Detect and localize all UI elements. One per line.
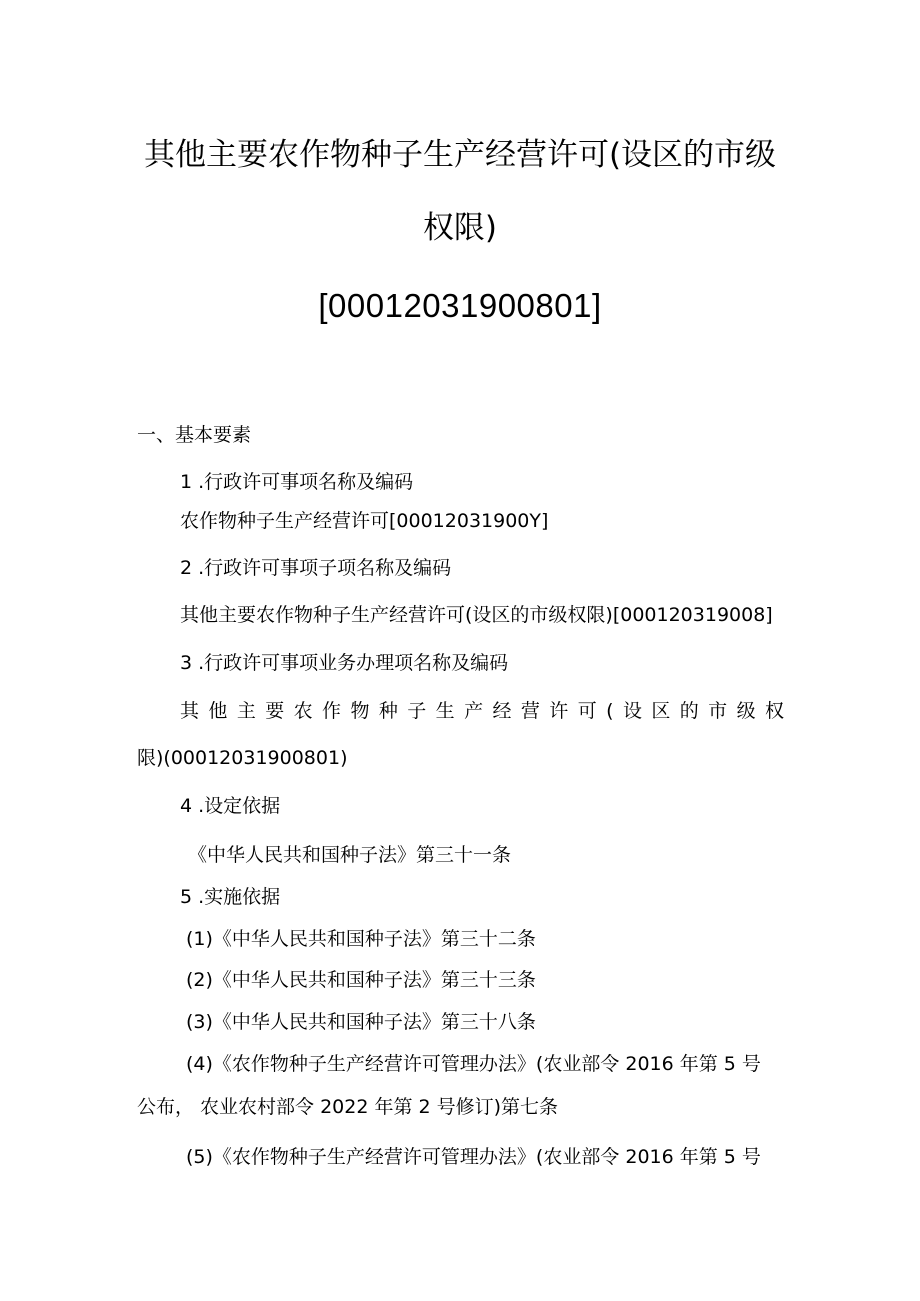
document-title-line-1: 其他主要农作物种子生产经营许可(设区的市级 [143, 137, 777, 173]
section-heading-basic-elements: 一、基本要素 [137, 424, 252, 446]
item-4-heading: 4 .设定依据 [180, 795, 281, 817]
item-2-heading: 2 .行政许可事项子项名称及编码 [180, 557, 452, 579]
item-3-value-line-1: 其他主要农作物种子生产经营许可(设区的市级权 [180, 700, 784, 722]
item-3-heading: 3 .行政许可事项业务办理项名称及编码 [180, 652, 509, 674]
list-item: (5)《农作物种子生产经营许可管理办法》(农业部令 2016 年第 5 号 [186, 1146, 761, 1168]
item-1-heading: 1 .行政许可事项名称及编码 [180, 471, 414, 493]
document-title-line-2: 权限) [422, 210, 498, 246]
document-title-code: [00012031900801] [318, 287, 602, 324]
list-item: (4)《农作物种子生产经营许可管理办法》(农业部令 2016 年第 5 号 [186, 1053, 761, 1075]
list-item: (3)《中华人民共和国种子法》第三十八条 [186, 1011, 536, 1033]
item-3-value-line-2: 限)(00012031900801) [137, 747, 348, 769]
item-5-heading: 5 .实施依据 [180, 886, 281, 908]
item-4-value: 《中华人民共和国种子法》第三十一条 [188, 844, 512, 866]
item-2-value: 其他主要农作物种子生产经营许可(设区的市级权限)[000120319008] [180, 604, 773, 626]
list-item: (2)《中华人民共和国种子法》第三十三条 [186, 969, 536, 991]
item-1-value: 农作物种子生产经营许可[00012031900Y] [180, 510, 549, 532]
list-item: (1)《中华人民共和国种子法》第三十二条 [186, 928, 536, 950]
list-item-continuation: 公布， 农业农村部令 2022 年第 2 号修订)第七条 [137, 1096, 559, 1118]
